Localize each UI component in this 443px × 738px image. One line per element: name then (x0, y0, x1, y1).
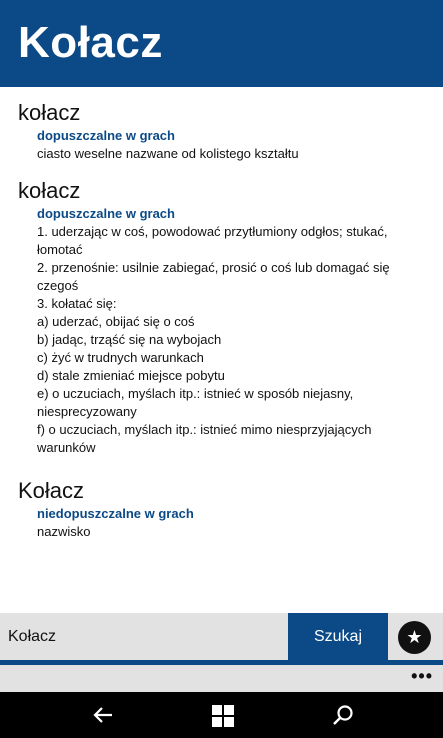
more-icon[interactable]: ••• (411, 666, 433, 686)
definition-line: a) uderzać, obijać się o coś (37, 314, 195, 329)
dictionary-entry (18, 99, 423, 163)
star-icon: ★ (406, 627, 423, 647)
definition-line: 2. przenośnie: usilnie zabiegać, prosić o coś lub domagać się (37, 260, 390, 275)
search-icon (332, 704, 354, 726)
definition-line: łomotać (37, 242, 83, 257)
start-button[interactable] (191, 692, 251, 738)
entry-headword: kołacz (18, 100, 81, 125)
definition-line: c) żyć w trudnych warunkach (37, 350, 204, 365)
definition-line: warunków (37, 440, 96, 455)
windows-icon (211, 704, 235, 728)
app-header (0, 0, 443, 87)
entry-definitions (37, 223, 423, 457)
definition-line: ciasto weselne nazwane od kolistego kształtu (37, 146, 299, 161)
navigation-bar (0, 692, 443, 738)
favorite-button[interactable] (398, 621, 431, 654)
back-arrow-icon (92, 704, 114, 726)
definition-line: 3. kołatać się: (37, 296, 117, 311)
definition-line: nazwisko (37, 524, 91, 539)
results-list (0, 87, 443, 613)
entry-headword: kołacz (18, 178, 81, 203)
definition-line: czegoś (37, 278, 79, 293)
search-input[interactable] (0, 613, 288, 660)
definition-line: niesprecyzowany (37, 404, 137, 419)
entry-definitions (37, 523, 423, 541)
definition-line: b) jadąc, trząść się na wybojach (37, 332, 222, 347)
back-button[interactable] (72, 692, 132, 738)
search-bar (0, 613, 443, 660)
definition-line: e) o uczuciach, myślach itp.: istnieć w sposób niejasny, (37, 386, 354, 401)
entry-status: dopuszczalne w grach (37, 206, 175, 221)
entry-status: niedopuszczalne w grach (37, 506, 194, 521)
entry-definitions (37, 145, 423, 163)
app-bar (0, 665, 443, 692)
dictionary-entry (18, 177, 423, 457)
search-nav-button[interactable] (312, 692, 372, 738)
definition-line: d) stale zmieniać miejsce pobytu (37, 368, 225, 383)
search-button[interactable]: Szukaj (288, 613, 388, 660)
entry-headword: Kołacz (18, 478, 85, 503)
entry-status: dopuszczalne w grach (37, 128, 175, 143)
dictionary-entry (18, 477, 423, 541)
page-title: Kołacz (18, 18, 163, 67)
definition-line: f) o uczuciach, myślach itp.: istnieć mimo niesprzyjających (37, 422, 372, 437)
definition-line: 1. uderzając w coś, powodować przytłumiony odgłos; stukać, (37, 224, 388, 239)
